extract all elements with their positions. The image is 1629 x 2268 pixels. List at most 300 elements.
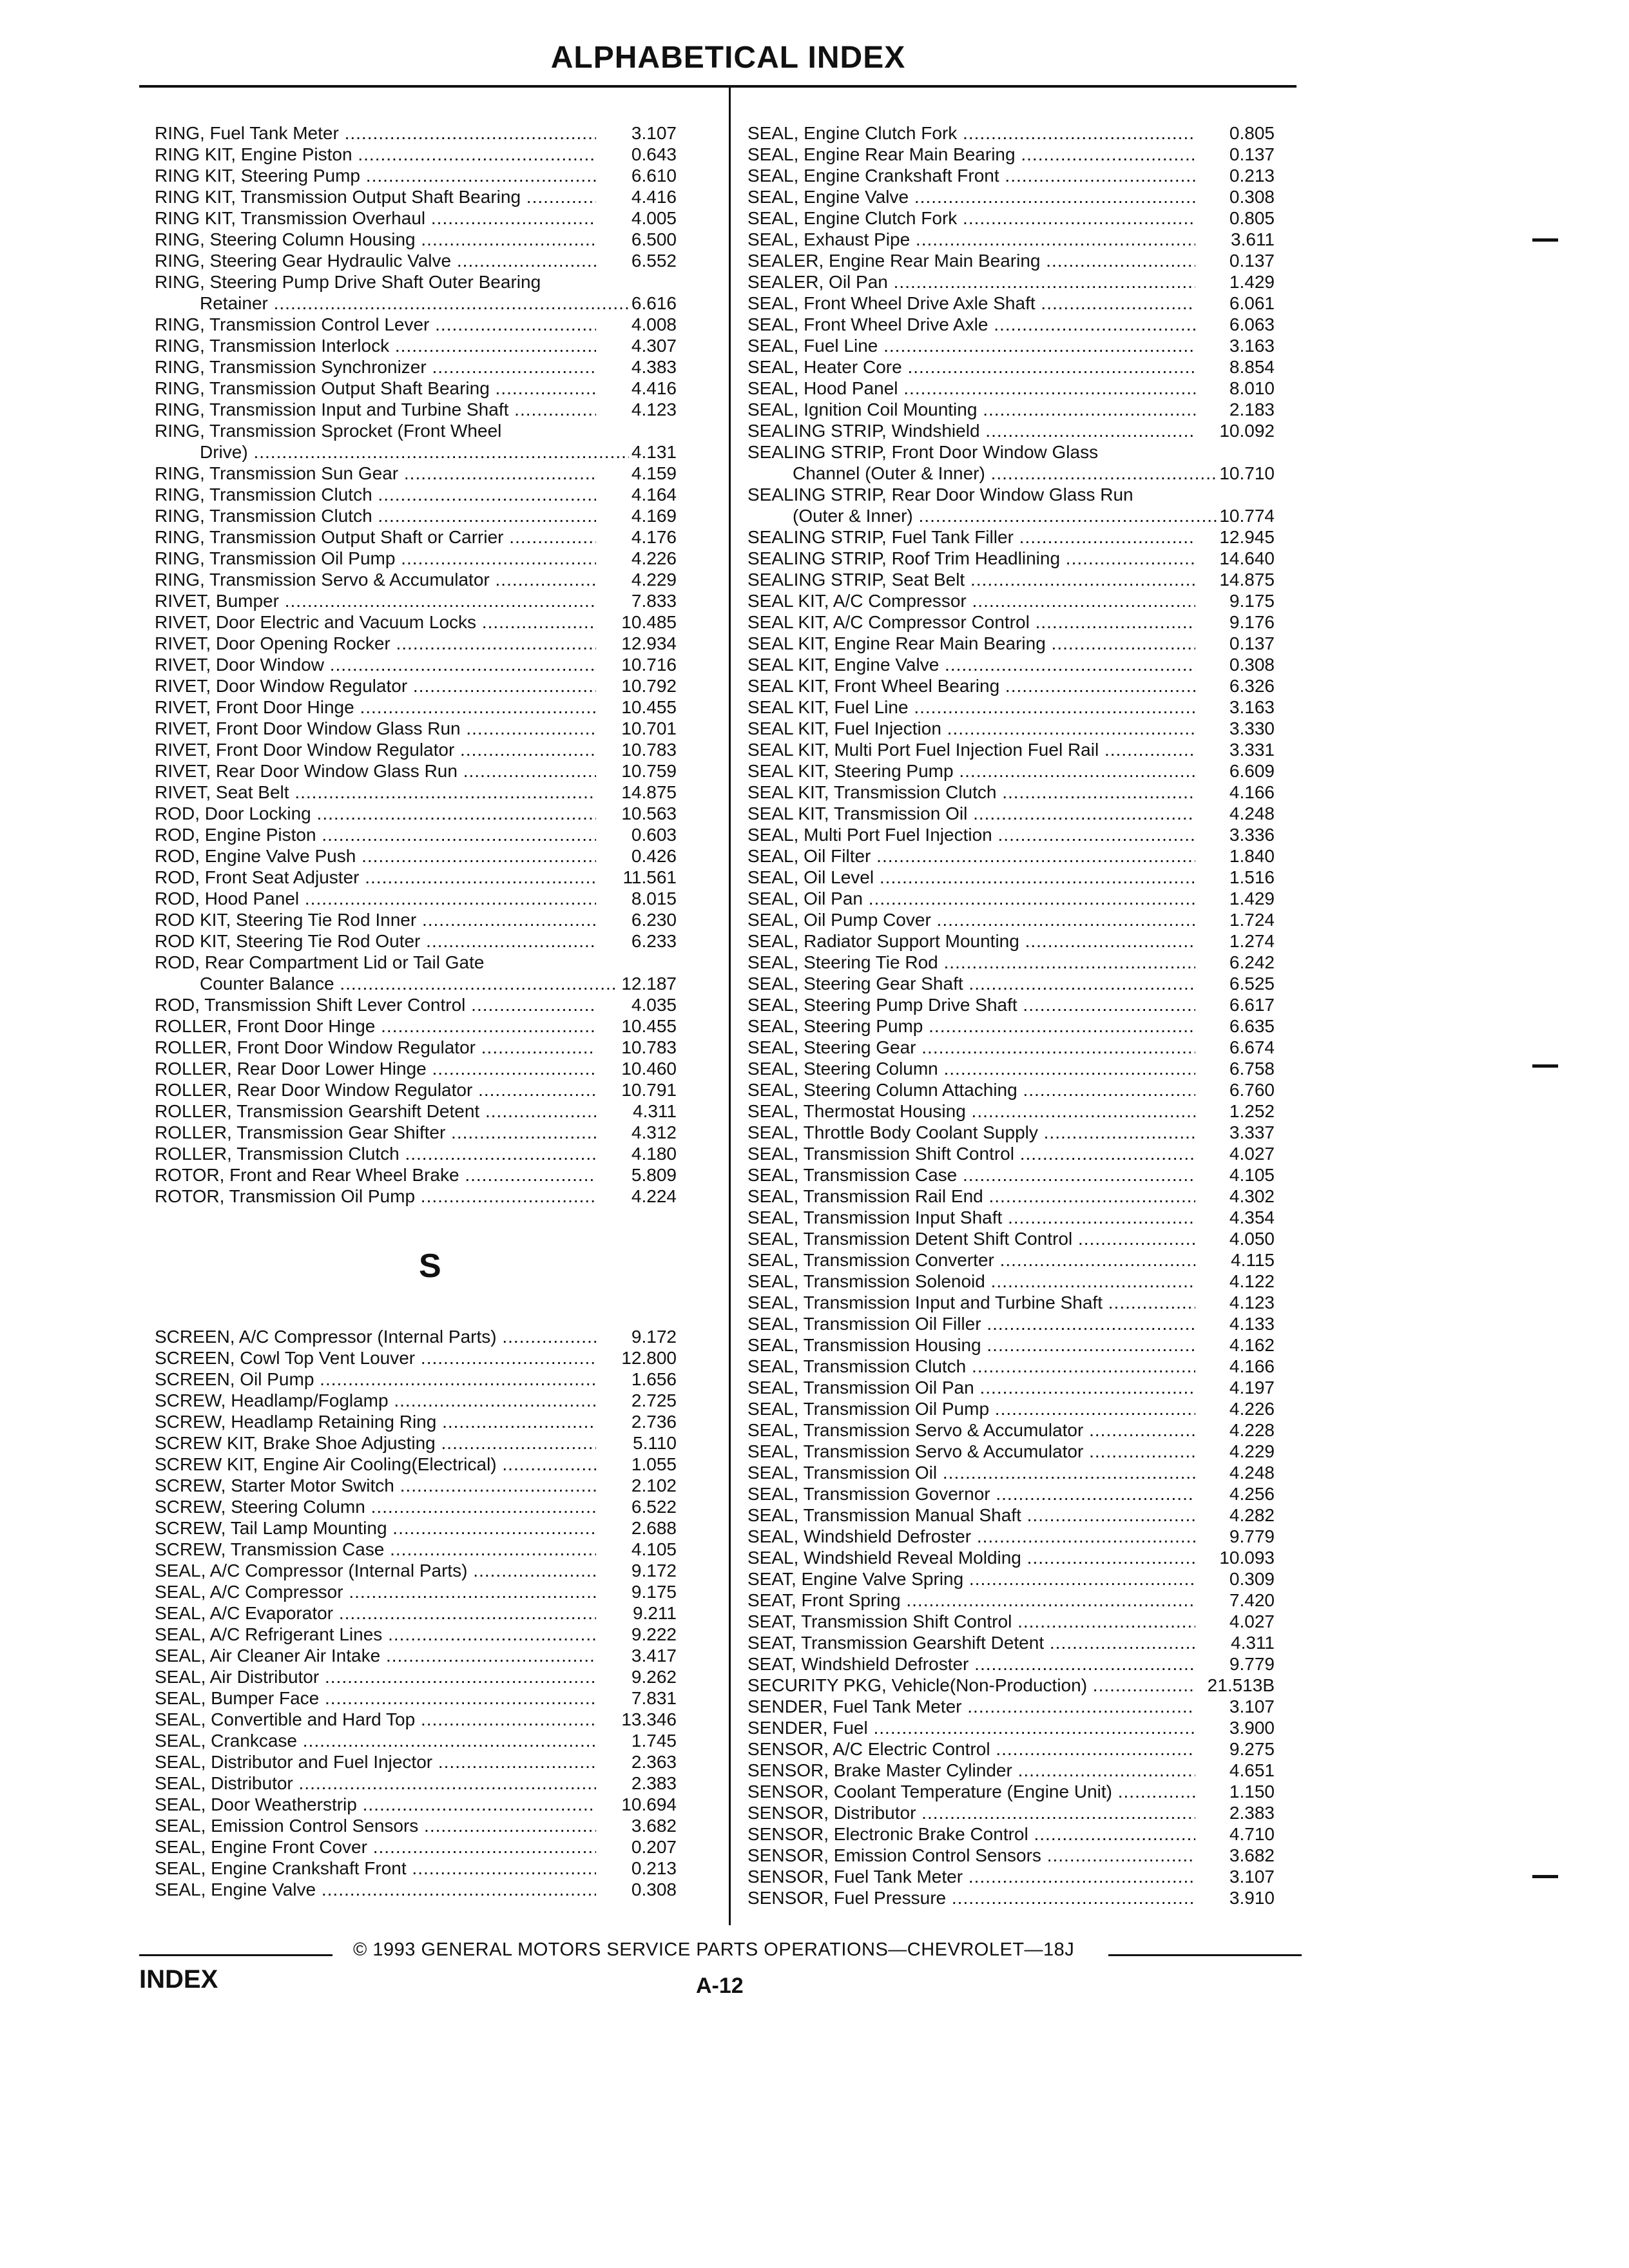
index-entry-name: RING, Transmission Output Shaft or Carrier ..... [155,526,596,548]
index-entry [155,654,677,675]
index-entry-name: SENSOR, Fuel Pressure ..... [747,1887,1195,1908]
index-entry-page: 4.027 [1229,1144,1275,1164]
index-entry-page: 12.187 [621,974,677,994]
index-entry-page: 4.226 [1229,1399,1275,1419]
index-entry [747,909,1275,930]
index-entry-name: RING, Transmission Synchronizer ..... [155,356,596,378]
index-entry [155,909,677,930]
index-entry-name: SCREW, Tail Lamp Mounting ..... [155,1517,596,1539]
index-entry-name: SEAL KIT, Engine Rear Main Bearing ..... [747,633,1195,654]
index-entry [747,697,1275,718]
page-title: ALPHABETICAL INDEX [550,41,906,75]
index-entry-name: Retainer ..... [155,293,629,314]
index-entry [747,271,1275,293]
index-entry-page: 8.015 [631,889,677,908]
index-entry-name: SEAL KIT, Transmission Clutch ..... [747,782,1195,803]
index-entry [155,845,677,867]
index-entry-page: 4.416 [631,378,677,398]
index-entry-name: SEAL, A/C Compressor (Internal Parts) ..... [155,1560,596,1581]
index-entry-name: SEAL, Bumper Face ..... [155,1687,596,1709]
index-entry-page: 4.312 [631,1122,677,1142]
index-entry [155,463,677,484]
index-entry-name: SEAL, Transmission Input and Turbine Shaft ..... [747,1292,1195,1313]
footer-copyright: © 1993 GENERAL MOTORS SERVICE PARTS OPERATIONS—CHEVROLET—18J [353,1939,1075,1960]
index-entry-name: ROD, Door Locking ..... [155,803,596,824]
index-entry-name: SEAL, Transmission Oil Filler ..... [747,1313,1195,1334]
index-entry-page: 6.525 [1229,974,1275,994]
index-entry-name: SEALING STRIP, Fuel Tank Filler ..... [747,526,1195,548]
index-entry [155,1058,677,1079]
index-entry [155,356,677,378]
index-entry-page: 3.682 [631,1816,677,1836]
index-entry-name: RING, Transmission Clutch ..... [155,484,596,505]
index-entry-name: ROLLER, Transmission Gearshift Detent ..... [155,1100,596,1122]
index-entry-name: SEAL, Steering Column ..... [747,1058,1195,1079]
index-entry-page: 9.175 [1229,591,1275,611]
index-entry [155,1645,677,1666]
left-index-list-s [155,1326,677,1900]
index-entry-page: 4.169 [631,506,677,526]
index-entry [155,293,677,314]
index-entry [747,1866,1275,1887]
index-entry-name: SEAL, Engine Front Cover ..... [155,1836,596,1858]
index-entry [747,1100,1275,1122]
index-entry-name: RING, Transmission Sprocket (Front Wheel [155,421,502,441]
index-entry-page: 4.256 [1229,1484,1275,1504]
index-entry-page: 2.383 [631,1773,677,1793]
index-entry-name: SEAT, Windshield Defroster ..... [747,1653,1195,1675]
index-entry [155,697,677,718]
index-entry [747,760,1275,782]
index-entry-page: 6.760 [1229,1080,1275,1100]
index-entry [155,1879,677,1900]
index-entry-name: ROD KIT, Steering Tie Rod Inner ..... [155,909,596,930]
index-entry [155,1186,677,1207]
index-entry-name: ROD, Engine Valve Push ..... [155,845,596,867]
index-entry [747,229,1275,250]
index-entry-name: SEAL, Radiator Support Mounting ..... [747,930,1195,952]
index-entry-name: (Outer & Inner) ..... [747,505,1217,526]
index-entry-page: 4.115 [1231,1250,1275,1270]
index-entry [155,718,677,739]
index-entry-name: SEALING STRIP, Rear Door Window Glass Run [747,485,1133,505]
index-entry-name: SEAL, A/C Refrigerant Lines ..... [155,1624,596,1645]
index-entry-page: 4.008 [631,314,677,334]
index-entry-page: 1.724 [1229,910,1275,930]
index-entry [747,356,1275,378]
index-entry-name: RING, Transmission Input and Turbine Shaft ..... [155,399,596,420]
index-entry-name: SENDER, Fuel ..... [747,1717,1195,1738]
index-entry [155,1496,677,1517]
index-entry-name: SEAL, Engine Valve ..... [747,186,1195,207]
section-letter: S [419,1247,441,1285]
index-entry-name: SEAL, Steering Gear ..... [747,1037,1195,1058]
index-entry-page: 0.643 [631,144,677,164]
index-entry-page: 10.774 [1219,506,1275,526]
index-entry-page: 0.603 [631,825,677,845]
footer-index-label: INDEX [139,1965,218,1994]
index-entry-name: ROLLER, Transmission Gear Shifter ..... [155,1122,596,1143]
index-entry [155,1624,677,1645]
index-entry [747,1696,1275,1717]
index-entry-name: SEAL, Oil Level ..... [747,867,1195,888]
index-entry-page: 0.426 [631,846,677,866]
index-entry-page: 7.831 [631,1688,677,1708]
index-entry [747,654,1275,675]
index-entry [747,484,1275,505]
index-entry-name: SEAL, Steering Column Attaching ..... [747,1079,1195,1100]
index-entry-page: 4.176 [631,527,677,547]
index-entry-page: 2.102 [631,1475,677,1495]
index-entry-page: 3.107 [1229,1867,1275,1887]
index-entry-name: SEAL, Engine Rear Main Bearing ..... [747,144,1195,165]
index-entry-page: 12.934 [621,633,677,653]
index-entry [747,1653,1275,1675]
index-entry-page: 10.791 [621,1080,677,1100]
index-entry-name: SECURITY PKG, Vehicle(Non-Production) ..... [747,1675,1195,1696]
index-entry-name: SEAL, Transmission Shift Control ..... [747,1143,1195,1164]
index-entry-name: SCREW, Headlamp/Foglamp ..... [155,1390,596,1411]
index-entry [747,590,1275,611]
index-entry-name: SEAL, Fuel Line ..... [747,335,1195,356]
index-entry-name: SEAL KIT, A/C Compressor Control ..... [747,611,1195,633]
index-entry-page: 14.875 [1219,570,1275,590]
index-entry-page: 1.745 [631,1731,677,1751]
index-entry [747,1313,1275,1334]
index-entry-page: 4.005 [631,208,677,228]
index-entry-page: 9.262 [631,1667,677,1687]
index-entry [747,1823,1275,1845]
index-entry-name: RING, Transmission Control Lever ..... [155,314,596,335]
index-entry-page: 9.172 [631,1327,677,1347]
index-entry-page: 6.061 [1229,293,1275,313]
index-entry-page: 0.309 [1229,1569,1275,1589]
index-entry-name: SEAL, Throttle Body Coolant Supply ..... [747,1122,1195,1143]
index-entry-page: 1.429 [1229,272,1275,292]
index-entry-name: SENSOR, Coolant Temperature (Engine Unit) ..... [747,1781,1195,1802]
index-entry-name: RING, Steering Gear Hydraulic Valve ..... [155,250,596,271]
index-entry [155,1164,677,1186]
index-entry [747,845,1275,867]
index-entry-page: 3.336 [1229,825,1275,845]
index-entry [155,1581,677,1602]
index-entry-name: SEAL, A/C Compressor ..... [155,1581,596,1602]
index-entry-page: 4.229 [631,570,677,590]
index-entry-name: RIVET, Rear Door Window Glass Run ..... [155,760,596,782]
index-entry-name: RING, Transmission Output Shaft Bearing ..... [155,378,596,399]
index-entry-name: ROD, Rear Compartment Lid or Tail Gate [155,952,485,972]
index-entry-name: SENSOR, Distributor ..... [747,1802,1195,1823]
index-entry [155,526,677,548]
index-entry [747,1058,1275,1079]
index-entry [155,1602,677,1624]
index-entry-name: SEAL, Oil Pump Cover ..... [747,909,1195,930]
index-entry-page: 11.561 [622,867,677,887]
index-entry [747,505,1275,526]
index-entry-name: SCREEN, A/C Compressor (Internal Parts) ..... [155,1326,596,1347]
index-entry [747,1483,1275,1504]
index-entry [155,1347,677,1369]
index-entry [747,1398,1275,1419]
margin-mark [1532,238,1558,242]
index-entry-page: 4.229 [1229,1441,1275,1461]
index-entry-page: 4.307 [631,336,677,356]
index-entry-name: SEAL, Steering Tie Rod ..... [747,952,1195,973]
index-entry-page: 4.282 [1229,1505,1275,1525]
index-entry-page: 4.224 [631,1186,677,1206]
index-entry-page: 4.162 [1229,1335,1275,1355]
index-entry [747,1802,1275,1823]
column-divider [729,86,731,1925]
index-entry-name: RIVET, Door Window Regulator ..... [155,675,596,697]
index-entry-name: SEAL, Exhaust Pipe ..... [747,229,1195,250]
index-entry-page: 3.330 [1229,718,1275,738]
index-entry-name: SENSOR, Electronic Brake Control ..... [747,1823,1195,1845]
index-entry-name: SEAL KIT, A/C Compressor ..... [747,590,1195,611]
index-entry [155,675,677,697]
index-entry [155,1666,677,1687]
index-entry-page: 1.429 [1229,889,1275,908]
index-entry [747,526,1275,548]
index-entry-page: 6.616 [631,293,677,313]
index-entry-page: 0.207 [631,1837,677,1857]
index-entry-page: 10.092 [1219,421,1275,441]
index-entry [155,399,677,420]
index-entry-name: SEALER, Oil Pan ..... [747,271,1195,293]
index-entry-name: RIVET, Front Door Window Regulator ..... [155,739,596,760]
index-entry-name: RING KIT, Steering Pump ..... [155,165,596,186]
index-entry-name: ROD, Hood Panel ..... [155,888,596,909]
index-entry-name: SEAL, Transmission Detent Shift Control ..... [747,1228,1195,1249]
index-entry-page: 4.035 [631,995,677,1015]
index-entry-page: 3.107 [1229,1696,1275,1716]
index-entry-page: 9.779 [1229,1526,1275,1546]
index-entry-page: 10.485 [621,612,677,632]
index-entry [747,1228,1275,1249]
index-entry [155,1794,677,1815]
index-entry [155,1454,677,1475]
index-entry [747,1419,1275,1441]
index-entry-name: RING, Transmission Interlock ..... [155,335,596,356]
index-entry [155,1037,677,1058]
index-entry-page: 9.211 [633,1603,677,1623]
index-entry-page: 4.131 [631,442,677,462]
index-entry [155,867,677,888]
index-entry-page: 12.945 [1219,527,1275,547]
index-entry [747,803,1275,824]
index-entry-page: 4.122 [1229,1271,1275,1291]
index-entry-page: 10.701 [621,718,677,738]
index-entry [155,1687,677,1709]
index-entry [747,824,1275,845]
index-entry [155,1015,677,1037]
index-entry-name: SEAL, A/C Evaporator ..... [155,1602,596,1624]
index-entry-name: RING, Transmission Clutch ..... [155,505,596,526]
index-entry [747,186,1275,207]
footer-rule [1108,1954,1302,1956]
index-entry-page: 1.252 [1229,1101,1275,1121]
index-entry-page: 4.164 [631,485,677,505]
index-entry [747,463,1275,484]
index-entry-page: 1.150 [1229,1782,1275,1802]
index-entry [747,1186,1275,1207]
index-entry-page: 12.800 [621,1348,677,1368]
index-entry-page: 0.137 [1229,144,1275,164]
index-entry [155,144,677,165]
index-entry-page: 5.809 [631,1165,677,1185]
index-entry-page: 2.383 [1229,1803,1275,1823]
index-entry-name: SEAL, Emission Control Sensors ..... [155,1815,596,1836]
index-entry-name: SEAT, Engine Valve Spring ..... [747,1568,1195,1590]
index-entry-name: SEAL, Multi Port Fuel Injection ..... [747,824,1195,845]
index-entry [747,122,1275,144]
index-entry-page: 4.248 [1229,1463,1275,1483]
index-entry-page: 0.805 [1229,208,1275,228]
index-entry-page: 6.674 [1229,1037,1275,1057]
footer-rule [139,1954,333,1956]
page-number: A-12 [696,1974,744,1998]
index-entry [747,1122,1275,1143]
index-entry-page: 1.656 [631,1369,677,1389]
margin-mark [1532,1064,1558,1068]
index-entry-name: RING KIT, Transmission Output Shaft Bearing ..... [155,186,596,207]
index-entry-page: 4.226 [631,548,677,568]
index-entry [155,888,677,909]
index-entry-page: 4.416 [631,187,677,207]
index-entry-name: SEAT, Front Spring ..... [747,1590,1195,1611]
index-entry-name: SEAL KIT, Transmission Oil ..... [747,803,1195,824]
index-entry-page: 4.354 [1229,1207,1275,1227]
index-entry [155,1560,677,1581]
index-entry-name: SEAL, Transmission Oil Pump ..... [747,1398,1195,1419]
index-entry-name: SEAL, Hood Panel ..... [747,378,1195,399]
index-entry-page: 21.513B [1207,1675,1275,1695]
index-entry [155,250,677,271]
index-entry-name: SENSOR, Emission Control Sensors ..... [747,1845,1195,1866]
index-entry-page: 3.611 [1231,229,1275,249]
index-entry [747,1611,1275,1632]
index-entry-name: SEAL, Oil Pan ..... [747,888,1195,909]
index-entry-page: 3.910 [1229,1888,1275,1908]
index-entry [747,718,1275,739]
index-entry-name: SEAL, Engine Crankshaft Front ..... [747,165,1195,186]
index-entry-name: RING, Steering Column Housing ..... [155,229,596,250]
index-entry-page: 0.137 [1229,251,1275,271]
index-entry-page: 4.197 [1229,1378,1275,1398]
index-entry [747,548,1275,569]
index-entry-page: 10.710 [1219,463,1275,483]
index-entry-name: SEAT, Transmission Shift Control ..... [747,1611,1195,1632]
index-entry-page: 3.900 [1229,1718,1275,1738]
index-entry-page: 10.694 [621,1794,677,1814]
index-entry [155,760,677,782]
index-entry [155,782,677,803]
index-entry-page: 1.055 [631,1454,677,1474]
index-entry-page: 0.308 [1229,187,1275,207]
index-entry [155,1122,677,1143]
index-entry [155,824,677,845]
index-entry [747,1717,1275,1738]
index-entry-page: 2.363 [631,1752,677,1772]
index-entry-name: RING KIT, Transmission Overhaul ..... [155,207,596,229]
index-entry-page: 4.159 [631,463,677,483]
index-entry [155,1773,677,1794]
index-entry-page: 4.105 [1229,1165,1275,1185]
index-entry [747,144,1275,165]
index-entry [155,505,677,526]
title-rule [139,85,1296,88]
index-entry-name: SCREW KIT, Engine Air Cooling(Electrical) ..... [155,1454,596,1475]
index-entry-name: ROLLER, Rear Door Window Regulator ..... [155,1079,596,1100]
index-entry-name: SEAL KIT, Multi Port Fuel Injection Fuel Rail ..... [747,739,1195,760]
index-entry-name: SEALING STRIP, Seat Belt ..... [747,569,1195,590]
index-entry-page: 6.552 [631,251,677,271]
index-entry [155,548,677,569]
index-entry-page: 3.163 [1229,336,1275,356]
index-entry-page: 8.854 [1229,357,1275,377]
index-entry [747,441,1275,463]
index-entry [747,1504,1275,1526]
index-entry-name: SEAL, Transmission Clutch ..... [747,1356,1195,1377]
index-entry-page: 5.110 [633,1433,677,1453]
index-entry [155,378,677,399]
index-entry-page: 10.093 [1219,1548,1275,1568]
index-entry-name: RING, Steering Pump Drive Shaft Outer Bearing [155,272,541,292]
index-entry [747,994,1275,1015]
index-entry-name: RIVET, Front Door Window Glass Run ..... [155,718,596,739]
index-entry-page: 2.688 [631,1518,677,1538]
index-entry [747,1079,1275,1100]
index-entry [155,1390,677,1411]
index-entry-page: 6.522 [631,1497,677,1517]
index-entry-name: SEAL, Distributor ..... [155,1773,596,1794]
index-entry-name: SEAL, Oil Filter ..... [747,845,1195,867]
index-entry [747,314,1275,335]
index-entry [747,1568,1275,1590]
index-entry [747,739,1275,760]
index-entry [155,1858,677,1879]
index-entry-name: SEAL, Engine Clutch Fork ..... [747,122,1195,144]
index-entry [747,1590,1275,1611]
index-entry-page: 4.166 [1229,782,1275,802]
index-entry [747,1037,1275,1058]
index-entry-name: SEAL, Transmission Oil ..... [747,1462,1195,1483]
index-entry-page: 4.710 [1229,1824,1275,1844]
index-entry-page: 6.242 [1229,952,1275,972]
index-entry-page: 0.308 [631,1879,677,1899]
index-entry-name: SEAL, Distributor and Fuel Injector ..... [155,1751,596,1773]
index-entry [747,888,1275,909]
index-entry-name: SEAL KIT, Fuel Line ..... [747,697,1195,718]
index-entry-name: RING, Transmission Servo & Accumulator ..... [155,569,596,590]
index-entry-page: 4.123 [631,399,677,419]
index-entry-page: 1.516 [1229,867,1275,887]
index-entry-name: SEAL, Steering Pump Drive Shaft ..... [747,994,1195,1015]
index-entry-name: SEAL, Transmission Rail End ..... [747,1186,1195,1207]
index-entry [155,441,677,463]
index-entry [155,1411,677,1432]
index-entry-name: SEALER, Engine Rear Main Bearing ..... [747,250,1195,271]
index-entry-page: 2.725 [631,1390,677,1410]
index-entry [747,1143,1275,1164]
index-entry-page: 4.050 [1229,1229,1275,1249]
index-entry-name: SCREEN, Oil Pump ..... [155,1369,596,1390]
index-entry-name: Counter Balance ..... [155,973,619,994]
index-entry [747,1526,1275,1547]
index-entry [747,1887,1275,1908]
index-entry [747,378,1275,399]
index-entry-page: 1.840 [1229,846,1275,866]
